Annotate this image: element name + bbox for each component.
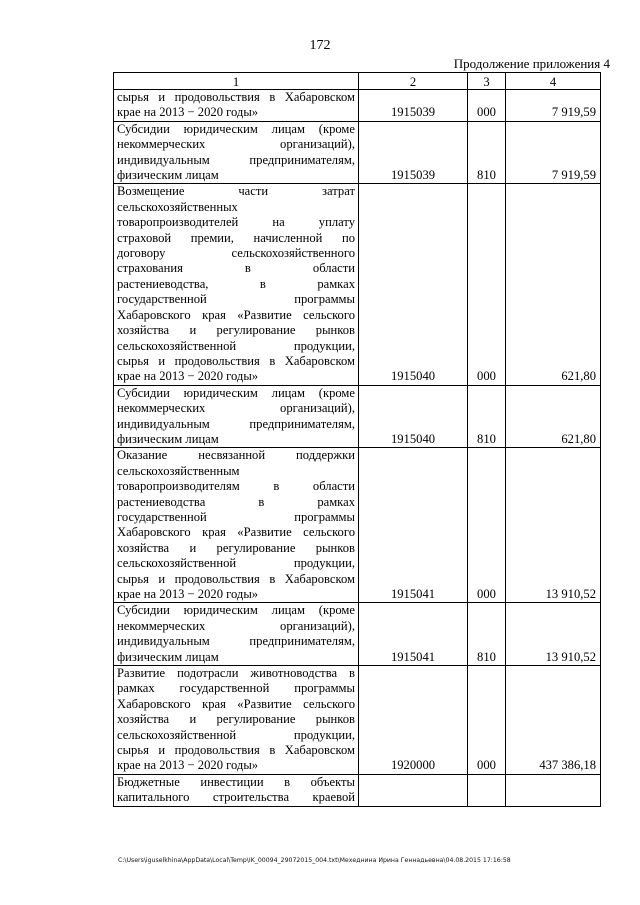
column-header: 3 — [468, 73, 506, 90]
description-line: некоммерческих организаций), — [117, 401, 355, 416]
description-line: Оказание несвязанной поддержки — [117, 448, 355, 463]
page-number: 172 — [309, 38, 331, 53]
description-line: товаропроизводителям в области — [117, 479, 355, 494]
row-type: 000 — [468, 448, 506, 603]
description-line: рамках государственной программы — [117, 681, 355, 696]
row-code: 1915041 — [359, 448, 468, 603]
description-line: крае на 2013 − 2020 годы» — [117, 758, 259, 773]
description-line: Хабаровского края «Развитие сельского — [117, 525, 355, 540]
description-line: крае на 2013 − 2020 годы» — [117, 587, 259, 601]
description-line: Субсидии юридическим лицам (кроме — [117, 603, 355, 618]
description-line: хозяйства и регулирование рынков — [117, 540, 355, 555]
table-row — [114, 603, 601, 666]
description-line: сельскохозяйственной продукции, — [117, 727, 355, 742]
description-line: Возмещение части затрат — [117, 184, 355, 199]
row-code: 1915041 — [359, 603, 468, 666]
description-line: государственной программы — [117, 292, 355, 307]
row-type: 810 — [468, 121, 506, 184]
table-row — [114, 90, 601, 122]
description-line: растениеводства, в рамках — [117, 276, 355, 291]
row-amount: 13 910,52 — [506, 603, 601, 666]
table-row — [114, 774, 601, 806]
row-amount: 621,80 — [506, 385, 601, 448]
row-type: 000 — [468, 184, 506, 385]
row-description — [114, 121, 359, 184]
row-description — [114, 448, 359, 603]
description-line: физическим лицам — [117, 431, 219, 446]
row-amount: 621,80 — [506, 184, 601, 385]
description-line: физическим лицам — [117, 168, 219, 183]
description-line: некоммерческих организаций), — [117, 137, 355, 152]
row-type: 810 — [468, 385, 506, 448]
description-line: капитального строительства краевой — [117, 790, 355, 805]
row-description — [114, 666, 359, 775]
description-line: индивидуальным предпринимателям, — [117, 634, 355, 649]
row-description — [114, 774, 359, 806]
row-amount: 7 919,59 — [506, 121, 601, 184]
row-description — [114, 385, 359, 448]
description-line: сырья и продовольствия в Хабаровском — [117, 353, 355, 368]
description-line: товаропроизводителей на уплату — [117, 215, 355, 230]
table-row — [114, 385, 601, 448]
row-amount — [506, 774, 601, 806]
description-line: растениеводства в рамках — [117, 494, 355, 509]
row-amount: 7 919,59 — [506, 90, 601, 122]
row-type — [468, 774, 506, 806]
description-line: физическим лицам — [117, 649, 219, 664]
description-line: сырья и продовольствия в Хабаровском — [117, 90, 355, 104]
description-line: крае на 2013 − 2020 годы» — [117, 105, 259, 120]
description-line: сельскохозяйственной продукции, — [117, 556, 355, 571]
column-header: 4 — [506, 73, 601, 90]
description-line: страхования в области — [117, 261, 355, 276]
description-line: Бюджетные инвестиции в объекты — [117, 774, 355, 789]
table-row — [114, 184, 601, 385]
table-header-row — [114, 73, 601, 90]
description-line: государственной программы — [117, 509, 355, 524]
column-header: 2 — [359, 73, 468, 90]
table-row — [114, 448, 601, 603]
row-description — [114, 603, 359, 666]
description-line: Субсидии юридическим лицам (кроме — [117, 121, 355, 136]
description-line: Субсидии юридическим лицам (кроме — [117, 385, 355, 400]
column-header: 1 — [114, 73, 359, 90]
table-row — [114, 121, 601, 184]
description-line: сельскохозяйственных — [117, 199, 238, 214]
row-code — [359, 774, 468, 806]
row-amount: 13 910,52 — [506, 448, 601, 603]
row-code: 1915039 — [359, 121, 468, 184]
row-type: 000 — [468, 90, 506, 122]
row-code: 1915040 — [359, 184, 468, 385]
row-description — [114, 184, 359, 385]
description-line: Хабаровского края «Развитие сельского — [117, 307, 355, 322]
budget-table — [113, 72, 601, 807]
description-line: Развитие подотрасли животноводства в — [117, 666, 355, 681]
description-line: хозяйства и регулирование рынков — [117, 712, 355, 727]
description-line: некоммерческих организаций), — [117, 618, 355, 633]
row-description — [114, 90, 359, 122]
row-type: 000 — [468, 666, 506, 775]
row-type: 810 — [468, 603, 506, 666]
description-line: крае на 2013 − 2020 годы» — [117, 369, 259, 384]
description-line: сельскохозяйственной продукции, — [117, 338, 355, 353]
description-line: сырья и продовольствия в Хабаровском — [117, 743, 355, 758]
row-code: 1915040 — [359, 385, 468, 448]
footer-path: C:\Users\iguselkhina\AppData\Local\Temp\IK_00094_29072015_004.txt\Мехеднина Ирина Геннадьевна\04.08.2015 17:16:58 — [118, 857, 511, 864]
description-line: сельскохозяйственным — [117, 463, 240, 478]
description-line: договору сельскохозяйственного — [117, 246, 355, 261]
table-row — [114, 666, 601, 775]
description-line: сырья и продовольствия в Хабаровском — [117, 571, 355, 586]
continuation-label: Продолжение приложения 4 — [453, 56, 610, 71]
description-line: страховой премии, начисленной по — [117, 230, 355, 245]
description-line: индивидуальным предпринимателям, — [117, 152, 355, 167]
row-code: 1915039 — [359, 90, 468, 122]
row-amount: 437 386,18 — [506, 666, 601, 775]
row-code: 1920000 — [359, 666, 468, 775]
description-line: хозяйства и регулирование рынков — [117, 323, 355, 338]
description-line: Хабаровского края «Развитие сельского — [117, 696, 355, 711]
description-line: индивидуальным предпринимателям, — [117, 416, 355, 431]
